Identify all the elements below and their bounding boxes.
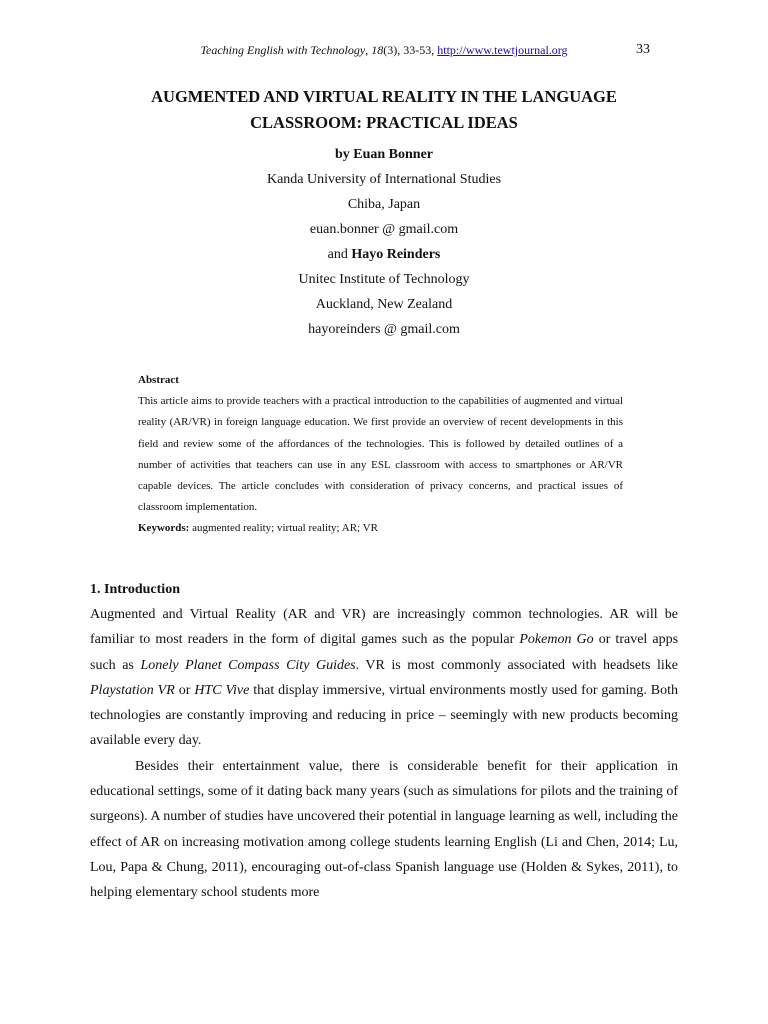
- abstract-body: This article aims to provide teachers with a practical introduction to the capabilities of augmented and virtual reality (AR/VR) in foreign language education. We first provide an overview of recent developments in this field and review some of the affordances of the technologies. This is followed by detailed outlines of a number of activities that teachers can use in any ESL classroom with access to smartphones or AR/VR capable devices. The article concludes with consideration of privacy concerns, and practical issues of classroom implementation.: [138, 395, 623, 514]
- by-prefix: by: [334, 147, 350, 162]
- author1-affiliation: Kanda University of International Studies: [266, 172, 502, 187]
- introduction-section: [90, 578, 678, 906]
- product-playstation-vr: Playstation VR: [90, 682, 175, 698]
- title-line-1: AUGMENTED AND VIRTUAL REALITY IN THE LANGUAGE: [151, 87, 617, 106]
- intro-paragraph-1: Augmented and Virtual Reality (AR and VR) are increasingly common technologies. AR will be familiar to most readers in the form of digital games such as the popular Pokemon Go or travel apps such as Lonely Planet Compass City Guides. VR is most commonly associated with headsets like Playstation VR or HTC Vive that display immersive, virtual environments mostly used for gaming. Both technologies are constantly improving and reducing in price – seemingly with new products becoming available every day.: [90, 607, 679, 749]
- running-header: [0, 40, 768, 60]
- paper-title: [90, 84, 678, 136]
- game-title-pokemon-go: Pokemon Go: [519, 632, 594, 648]
- title-line-2: CLASSROOM: PRACTICAL IDEAS: [250, 113, 518, 132]
- keywords-label: Keywords:: [138, 522, 190, 535]
- page-number: 33: [636, 42, 650, 57]
- app-title-lonely-planet: Lonely Planet Compass City Guides: [140, 657, 356, 673]
- keywords-text: augmented reality; virtual reality; AR; VR: [192, 522, 378, 535]
- author2-location: Auckland, New Zealand: [315, 297, 453, 312]
- author1-email: euan.bonner @ gmail.com: [309, 222, 459, 237]
- author2-affiliation: Unitec Institute of Technology: [298, 272, 470, 287]
- author1-name: Euan Bonner: [353, 147, 434, 162]
- author2-email: hayoreinders @ gmail.com: [308, 322, 460, 337]
- product-htc-vive: HTC Vive: [194, 682, 250, 698]
- author-block: [90, 142, 678, 342]
- abstract-section: [138, 370, 623, 540]
- abstract-heading: Abstract: [138, 374, 179, 386]
- journal-volume: 18: [371, 43, 384, 57]
- journal-issue-pages: (3), 33-53,: [383, 43, 435, 57]
- intro-paragraph-2: Besides their entertainment value, there is considerable benefit for their application in educational settings, some of it dating back many years (such as simulations for pilots and the training of surgeons). A number of studies have uncovered their potential in language learning as well, including the effect of AR on increasing motivation among college students learning English (Li and Chen, 2014; Lu, Lou, Papa & Chung, 2011), encouraging out-of-class Spanish language use (Holden & Sykes, 2011), to helping elementary school students more: [90, 758, 678, 901]
- journal-url-link[interactable]: http://www.tewtjournal.org: [437, 43, 568, 57]
- section-heading: 1. Introduction: [90, 582, 180, 597]
- author2-name: Hayo Reinders: [351, 247, 441, 262]
- author1-line: [90, 142, 678, 167]
- journal-name: Teaching English with Technology: [200, 43, 366, 57]
- author1-location: Chiba, Japan: [347, 197, 421, 212]
- journal-citation: Teaching English with Technology, 18(3), 33-53, http://www.tewtjournal.org: [200, 43, 568, 57]
- author2-line: [90, 242, 678, 267]
- and-prefix: and: [327, 247, 348, 262]
- keywords-line: [138, 518, 623, 539]
